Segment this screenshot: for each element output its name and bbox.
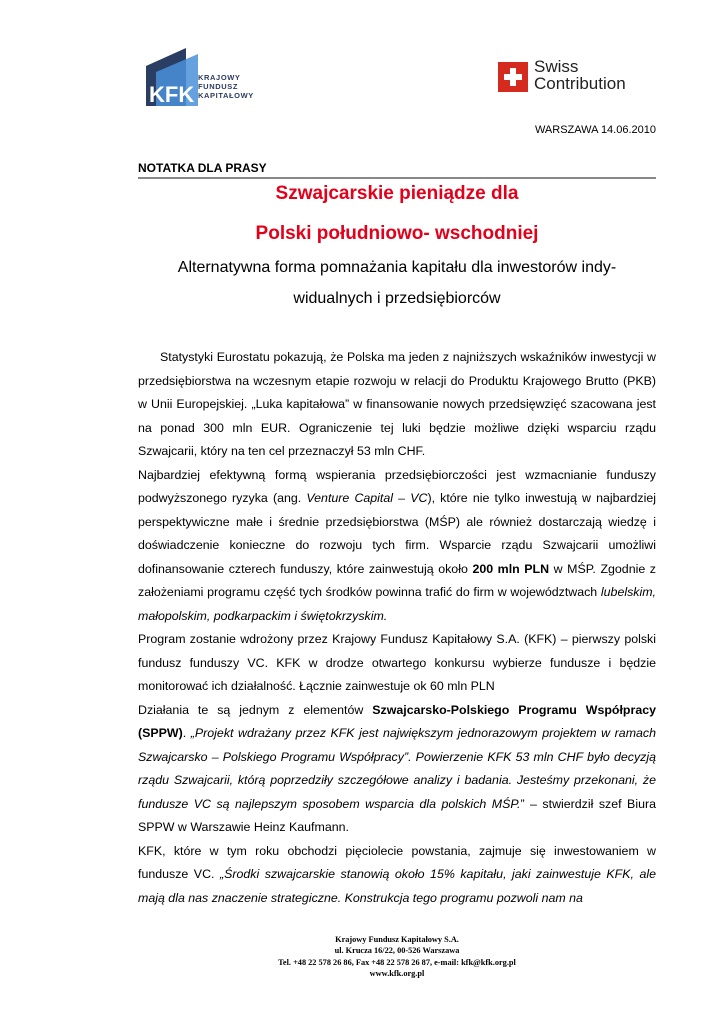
kfk-logo-line: KAPITAŁOWY — [198, 91, 254, 100]
kfk-logo-text — [198, 73, 254, 100]
subtitle-line-2: widualnych i przedsiębiorców — [293, 290, 501, 307]
subtitle-line-1: Alternatywna forma pomnażania kapitału dla inwestorów indy- — [177, 259, 617, 276]
swiss-logo-line1: Swiss — [534, 57, 579, 76]
footer-address: ul. Krucza 16/22, 00-526 Warszawa — [334, 946, 460, 956]
body-text — [138, 346, 656, 910]
paragraph-4: Działania te są jednym z elementów Szwajcarsko-Polskiego Programu Współpracy (SPPW). „Projekt wdrażany przez KFK jest największym jednorazowym projektem w ramach Szwajcarsko – Polskiego Programu Współpracy”. Powierzenie KFK 53 mln CHF było decyzją rządu Szwajcarii, którą poprzedziły szczegółowe analizy i badania. Jesteśmy przekonani, że fundusze VC są najlepszym sposobem wsparcia dla polskich MŚP.” – stwierdził szef Biura SPPW w Warszawie Heinz Kaufmann. — [138, 702, 656, 834]
document-label: NOTATKA DLA PRASY — [138, 161, 267, 175]
paragraph-1: Statystyki Eurostatu pokazują, że Polska ma jeden z najniższych wskaźników inwestycji w przedsiębiorstwa na wczesnym etapie rozwoju w relacji do Produktu Krajowego Brutto (PKB) w Unii Europejskiej. „Luka kapitałowa” w finansowanie nowych przedsięwzięć szacowana jest na ponad 300 mln EUR. Ograniczenie tej luki będzie możliwe dzięki wsparciu rządu Szwajcarii, który na ten cel przeznaczył 53 mln CHF. — [138, 350, 656, 458]
paragraph-5: KFK, które w tym roku obchodzi pięciolecie powstania, zajmuje się inwestowaniem w fundusze VC. „Środki szwajcarskie stanowią około 15% kapitału, jaki zainwestuje KFK, ale mają dla nas znaczenie strategiczne. Konstrukcja tego programu pozwoli nam na — [138, 843, 656, 905]
footer-website[interactable]: www.kfk.org.pl — [369, 968, 425, 978]
swiss-flag-icon — [498, 62, 528, 92]
kfk-logo-line: KRAJOWY — [198, 73, 241, 82]
header-rule — [138, 177, 656, 179]
title-line-1: Szwajcarskie pieniądze dla — [275, 183, 519, 204]
paragraph-3: Program zostanie wdrożony przez Krajowy Fundusz Kapitałowy S.A. (KFK) – pierwszy polski fundusz funduszy VC. KFK w drodze otwartego konkursu wybierze fundusze i będzie monitorować ich działalność. Łącznie zainwestuje ok 60 mln PLN — [138, 632, 656, 693]
document-date: WARSZAWA 14.06.2010 — [534, 124, 656, 136]
paragraph-2: Najbardziej efektywną formą wspierania przedsiębiorczości jest wzmacnianie funduszy podwyższonego ryzyka (ang. Venture Capital – VC), które nie tylko inwestują w najbardziej perspektywiczne małe i średnie przedsiębiorstwa (MŚP) ale również dostarczają wiedzę i doświadczenie konieczne do rozwoju tych firm. Wsparcie rządu Szwajcarii umożliwi dofinansowanie czterech funduszy, które zainwestują około 200 mln PLN w MŚP. Zgodnie z założeniami programu część tych środków powinna trafić do firm w województwach lubelskim, małopolskim, podkarpackim i świętokrzyskim. — [138, 467, 656, 623]
footer-contact: Tel. +48 22 578 26 86, Fax +48 22 578 26 87, e-mail: kfk@kfk.org.pl — [278, 957, 516, 967]
kfk-logo-mark — [146, 48, 202, 106]
kfk-logo-letters: KFK — [149, 82, 195, 106]
swiss-contribution-logo — [498, 58, 658, 98]
swiss-logo-line2: Contribution — [534, 74, 626, 93]
footer — [138, 934, 656, 979]
footer-company: Krajowy Fundusz Kapitałowy S.A. — [335, 935, 459, 944]
kfk-logo-line: FUNDUSZ — [198, 82, 239, 91]
title-line-2: Polski południowo- wschodniej — [255, 223, 539, 244]
